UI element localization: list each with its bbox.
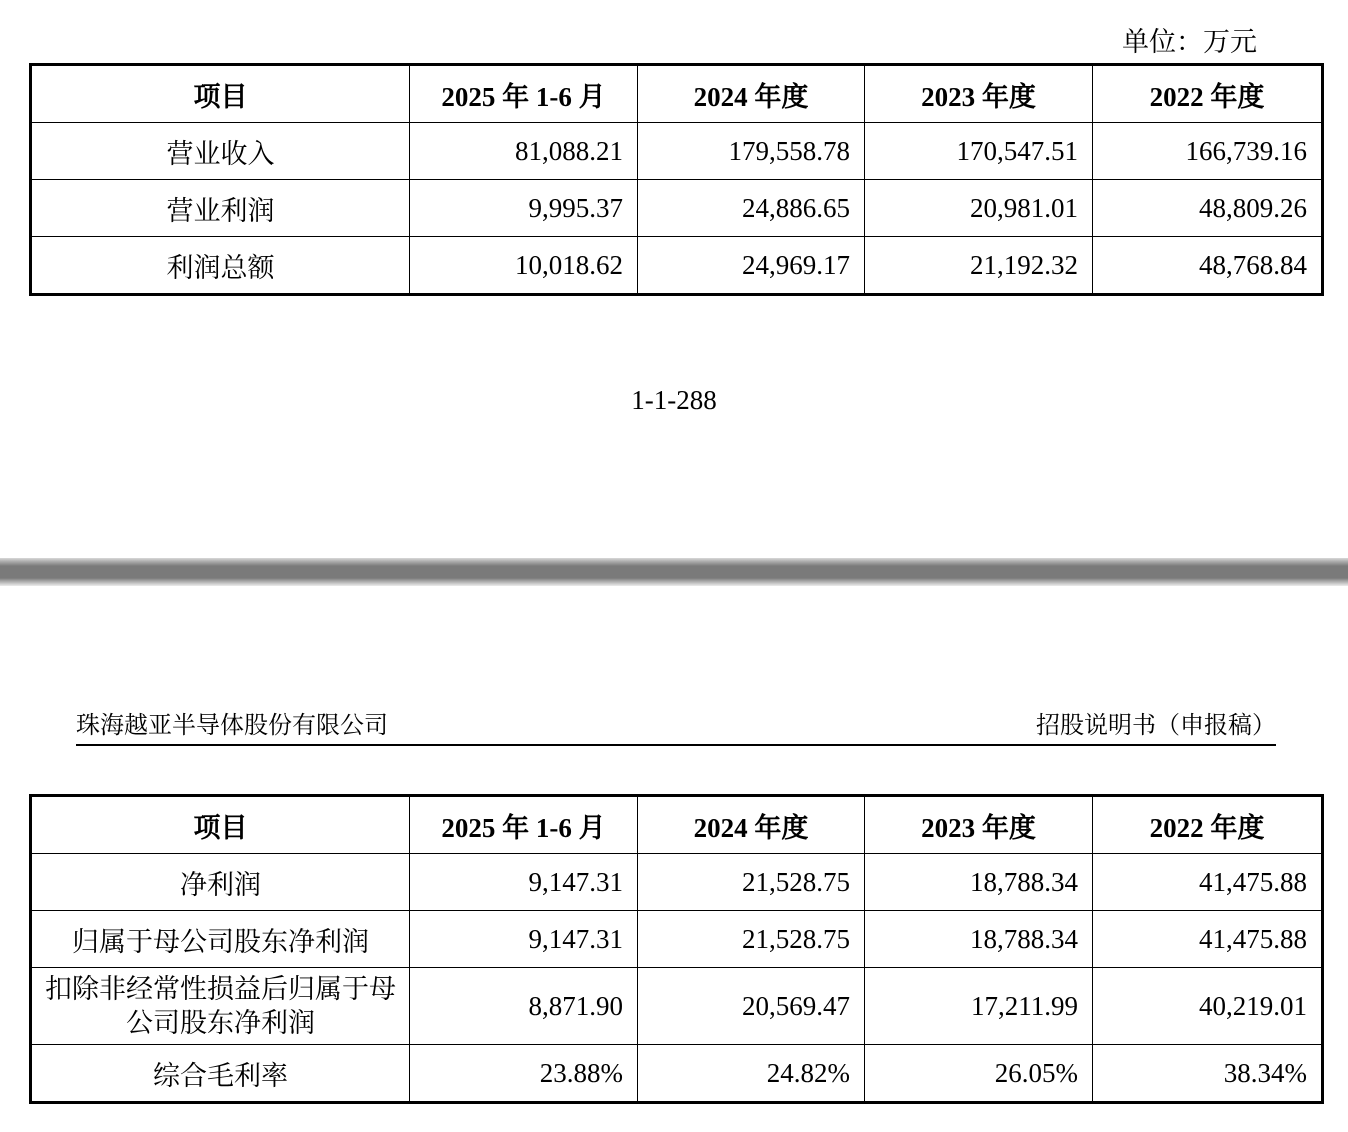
- document-page-289: [0, 586, 1348, 1132]
- cell-value: 20,569.47: [638, 968, 865, 1045]
- running-header: [76, 710, 1276, 746]
- cell-value: 10,018.62: [410, 237, 638, 295]
- cell-value: 41,475.88: [1093, 854, 1323, 911]
- row-label: 净利润: [31, 854, 410, 911]
- cell-value: 9,147.31: [410, 911, 638, 968]
- cell-value: 38.34%: [1093, 1045, 1323, 1103]
- cell-value: 17,211.99: [865, 968, 1093, 1045]
- column-header-item: 项目: [31, 65, 410, 123]
- table-row: [31, 854, 1323, 911]
- row-label: 综合毛利率: [31, 1045, 410, 1103]
- table-row: [31, 968, 1323, 1045]
- page-number: 1-1-288: [631, 385, 717, 415]
- cell-value: 21,192.32: [865, 237, 1093, 295]
- row-label: 营业利润: [31, 180, 410, 237]
- cell-value: 48,768.84: [1093, 237, 1323, 295]
- financial-summary-table: [29, 63, 1324, 296]
- cell-value: 48,809.26: [1093, 180, 1323, 237]
- cell-value: 40,219.01: [1093, 968, 1323, 1045]
- cell-value: 24.82%: [638, 1045, 865, 1103]
- table-row: [31, 123, 1323, 180]
- row-label: 扣除非经常性损益后归属于母公司股东净利润: [31, 968, 410, 1045]
- column-header-2025h1: 2025 年 1-6 月: [410, 796, 638, 854]
- column-header-2023: 2023 年度: [865, 65, 1093, 123]
- column-header-2022: 2022 年度: [1093, 796, 1323, 854]
- column-header-2025h1: 2025 年 1-6 月: [410, 65, 638, 123]
- page-separator: [0, 558, 1348, 586]
- cell-value: 24,886.65: [638, 180, 865, 237]
- cell-value: 24,969.17: [638, 237, 865, 295]
- cell-value: 41,475.88: [1093, 911, 1323, 968]
- cell-value: 26.05%: [865, 1045, 1093, 1103]
- cell-value: 9,147.31: [410, 854, 638, 911]
- column-header-2024: 2024 年度: [638, 796, 865, 854]
- cell-value: 170,547.51: [865, 123, 1093, 180]
- cell-value: 20,981.01: [865, 180, 1093, 237]
- cell-value: 21,528.75: [638, 854, 865, 911]
- unit-label: 单位：万元: [1122, 27, 1257, 57]
- row-label: 营业收入: [31, 123, 410, 180]
- cell-value: 166,739.16: [1093, 123, 1323, 180]
- column-header-2024: 2024 年度: [638, 65, 865, 123]
- document-page-288: [0, 0, 1348, 558]
- document-type: 招股说明书（申报稿）: [1036, 713, 1276, 739]
- cell-value: 21,528.75: [638, 911, 865, 968]
- cell-value: 18,788.34: [865, 854, 1093, 911]
- column-header-item: 项目: [31, 796, 410, 854]
- row-label: 利润总额: [31, 237, 410, 295]
- profit-summary-table: [29, 794, 1324, 1104]
- row-label: 归属于母公司股东净利润: [31, 911, 410, 968]
- company-name: 珠海越亚半导体股份有限公司: [76, 713, 388, 739]
- table-header-row: [31, 65, 1323, 123]
- table-row: [31, 1045, 1323, 1103]
- column-header-2023: 2023 年度: [865, 796, 1093, 854]
- cell-value: 23.88%: [410, 1045, 638, 1103]
- table-row: [31, 180, 1323, 237]
- cell-value: 179,558.78: [638, 123, 865, 180]
- column-header-2022: 2022 年度: [1093, 65, 1323, 123]
- cell-value: 9,995.37: [410, 180, 638, 237]
- table-header-row: [31, 796, 1323, 854]
- cell-value: 18,788.34: [865, 911, 1093, 968]
- cell-value: 8,871.90: [410, 968, 638, 1045]
- table-row: [31, 911, 1323, 968]
- cell-value: 81,088.21: [410, 123, 638, 180]
- table-row: [31, 237, 1323, 295]
